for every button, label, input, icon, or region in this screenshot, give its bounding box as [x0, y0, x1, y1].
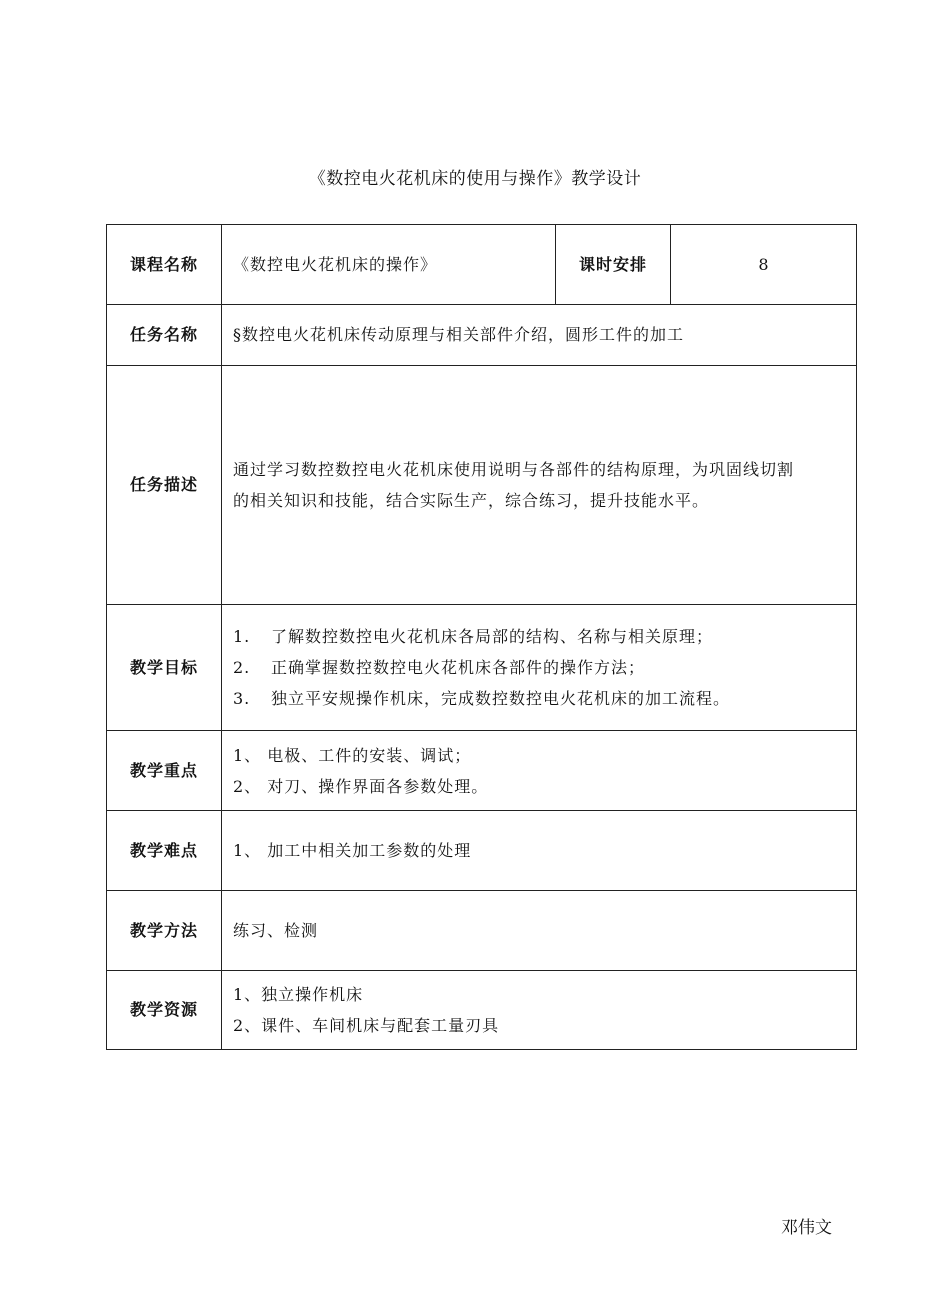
- row-difficulties: [107, 811, 857, 891]
- class-hours-value: 8: [671, 225, 857, 305]
- goal-text: 正确掌握数控数控电火花机床各部件的操作方法；: [271, 658, 646, 677]
- resources-value: [222, 971, 857, 1050]
- row-teaching-goals: [107, 605, 857, 731]
- task-description-label: 任务描述: [107, 366, 222, 605]
- row-task-name: [107, 305, 857, 366]
- goal-number: 3.: [233, 689, 251, 708]
- lesson-plan-table: [106, 224, 857, 1050]
- row-task-description: [107, 366, 857, 605]
- row-resources: [107, 971, 857, 1050]
- task-description-line: 通过学习数控数控电火花机床使用说明与各部件的结构原理，为巩固线切割: [233, 460, 795, 479]
- teaching-goals-value: [222, 605, 857, 731]
- class-hours-label: 课时安排: [556, 225, 671, 305]
- difficulties-value: [222, 811, 857, 891]
- key-point-line: 1、 电极、工件的安装、调试；: [233, 745, 472, 765]
- goal-item: [233, 683, 848, 714]
- difficulty-line: 1、 加工中相关加工参数的处理: [233, 841, 472, 860]
- key-points-label: 教学重点: [107, 731, 222, 811]
- goal-item: [233, 621, 848, 652]
- key-point-line: 2、 对刀、操作界面各参数处理。: [233, 776, 489, 796]
- resources-label: 教学资源: [107, 971, 222, 1050]
- task-description-value: [222, 366, 857, 605]
- course-name-label: 课程名称: [107, 225, 222, 305]
- teaching-goals-label: 教学目标: [107, 605, 222, 731]
- goal-text: 了解数控数控电火花机床各局部的结构、名称与相关原理；: [271, 627, 714, 646]
- row-methods: [107, 891, 857, 971]
- goal-text: 独立平安规操作机床，完成数控数控电火花机床的加工流程。: [271, 689, 731, 708]
- key-points-value: [222, 731, 857, 811]
- task-name-value: §数控电火花机床传动原理与相关部件介绍，圆形工件的加工: [222, 305, 857, 366]
- goal-number: 2.: [233, 658, 251, 677]
- difficulties-label: 教学难点: [107, 811, 222, 891]
- goal-number: 1.: [233, 627, 251, 646]
- task-description-line: 的相关知识和技能，结合实际生产，综合练习，提升技能水平。: [233, 491, 710, 510]
- resource-line: 1、独立操作机床: [233, 985, 364, 1004]
- row-course: [107, 225, 857, 305]
- resource-line: 2、课件、车间机床与配套工量刃具: [233, 1016, 500, 1035]
- methods-label: 教学方法: [107, 891, 222, 971]
- author-name: 邓伟文: [781, 1218, 832, 1238]
- document-title: 《数控电火花机床的使用与操作》教学设计: [308, 169, 642, 189]
- task-name-label: 任务名称: [107, 305, 222, 366]
- row-key-points: [107, 731, 857, 811]
- goal-item: [233, 652, 848, 683]
- methods-value: 练习、检测: [222, 891, 857, 971]
- course-name-value: 《数控电火花机床的操作》: [222, 225, 556, 305]
